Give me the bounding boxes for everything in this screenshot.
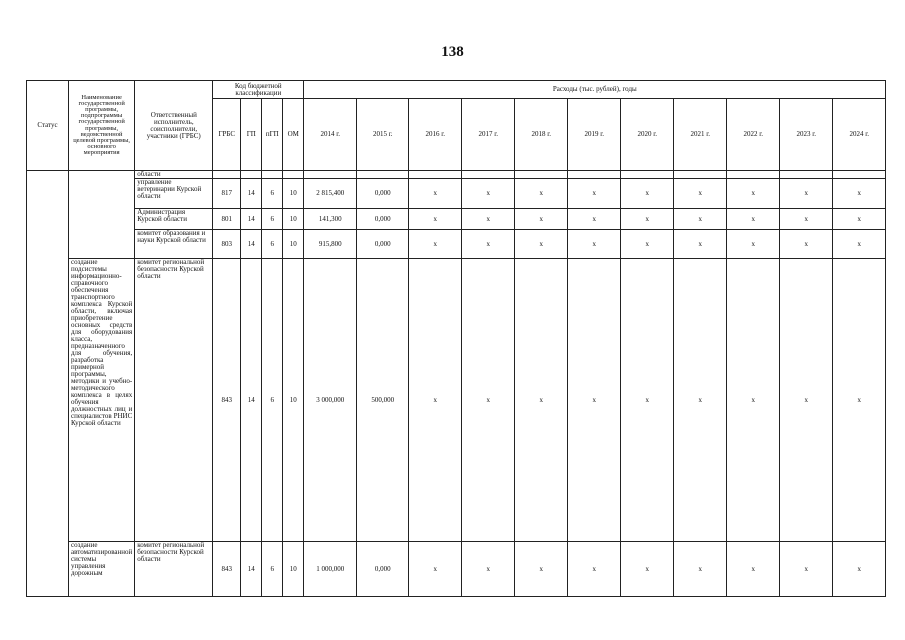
header-year-2021: 2021 г. bbox=[674, 99, 727, 171]
code-gp: 14 bbox=[241, 209, 262, 230]
value-2016: x bbox=[409, 209, 462, 230]
value-2014: 1 000,000 bbox=[304, 542, 357, 597]
value-2020: x bbox=[621, 230, 674, 259]
value-cell bbox=[357, 171, 409, 179]
value-cell bbox=[568, 171, 621, 179]
value-2017: x bbox=[462, 209, 515, 230]
value-2024: x bbox=[833, 209, 886, 230]
value-2024: x bbox=[833, 230, 886, 259]
value-2015: 0,000 bbox=[357, 179, 409, 209]
value-2021: x bbox=[674, 542, 727, 597]
value-2017: x bbox=[462, 259, 515, 542]
header-year-2017: 2017 г. bbox=[462, 99, 515, 171]
value-2023: x bbox=[780, 179, 833, 209]
code-gp: 14 bbox=[241, 259, 262, 542]
value-cell bbox=[674, 171, 727, 179]
value-cell bbox=[515, 171, 568, 179]
executor-cell: комитет региональной безопасности Курской области bbox=[135, 259, 213, 542]
value-2014: 915,800 bbox=[304, 230, 357, 259]
value-2019: x bbox=[568, 542, 621, 597]
code-pgp: 6 bbox=[262, 259, 283, 542]
value-2015: 0,000 bbox=[357, 230, 409, 259]
value-2015: 0,000 bbox=[357, 209, 409, 230]
code-pgp: 6 bbox=[262, 209, 283, 230]
value-2019: x bbox=[568, 179, 621, 209]
value-2018: x bbox=[515, 179, 568, 209]
value-2016: x bbox=[409, 542, 462, 597]
code-grbs: 801 bbox=[213, 209, 241, 230]
value-2014: 2 815,400 bbox=[304, 179, 357, 209]
value-2016: x bbox=[409, 259, 462, 542]
code-om: 10 bbox=[283, 179, 304, 209]
budget-table bbox=[26, 80, 886, 597]
value-2021: x bbox=[674, 209, 727, 230]
value-2016: x bbox=[409, 179, 462, 209]
code-pgp: 6 bbox=[262, 230, 283, 259]
program-name-cell bbox=[69, 171, 135, 259]
value-2018: x bbox=[515, 230, 568, 259]
value-2023: x bbox=[780, 209, 833, 230]
code-gp: 14 bbox=[241, 179, 262, 209]
value-cell bbox=[727, 171, 780, 179]
value-2022: x bbox=[727, 542, 780, 597]
header-year-2024: 2024 г. bbox=[833, 99, 886, 171]
value-2020: x bbox=[621, 542, 674, 597]
value-2021: x bbox=[674, 179, 727, 209]
value-2019: x bbox=[568, 230, 621, 259]
header-year-2020: 2020 г. bbox=[621, 99, 674, 171]
value-cell bbox=[304, 171, 357, 179]
value-2021: x bbox=[674, 230, 727, 259]
code-om: 10 bbox=[283, 209, 304, 230]
value-2020: x bbox=[621, 209, 674, 230]
table-row bbox=[27, 179, 886, 209]
measure-name-cell: создание автоматизированной системы управления дорожным bbox=[69, 542, 135, 597]
value-cell bbox=[462, 171, 515, 179]
value-2020: x bbox=[621, 259, 674, 542]
code-om: 10 bbox=[283, 259, 304, 542]
code-cell bbox=[283, 171, 304, 179]
table-row bbox=[27, 230, 886, 259]
table-row bbox=[27, 209, 886, 230]
value-2024: x bbox=[833, 542, 886, 597]
value-2017: x bbox=[462, 179, 515, 209]
header-year-2018: 2018 г. bbox=[515, 99, 568, 171]
executor-cell: комитет образования и науки Курской области bbox=[135, 230, 213, 259]
header-executor: Ответственный исполнитель, соисполнители, участники (ГРБС) bbox=[135, 81, 213, 171]
header-program-name: Наименование государственной программы, подпрограммы государственной программы, ведомственной целевой программы, основного мероприятия bbox=[69, 81, 135, 171]
executor-cell: комитет региональной безопасности Курской области bbox=[135, 542, 213, 597]
table-row bbox=[27, 542, 886, 597]
header-budget-code: Код бюджетной классификации bbox=[213, 81, 304, 99]
value-2014: 141,300 bbox=[304, 209, 357, 230]
header-code-pgp: пГП bbox=[262, 99, 283, 171]
header-expenses: Расходы (тыс. рублей), годы bbox=[304, 81, 886, 99]
code-grbs: 843 bbox=[213, 542, 241, 597]
code-grbs: 817 bbox=[213, 179, 241, 209]
table-row bbox=[27, 259, 886, 542]
code-cell bbox=[241, 171, 262, 179]
value-cell bbox=[409, 171, 462, 179]
value-2014: 3 000,000 bbox=[304, 259, 357, 542]
value-2024: x bbox=[833, 179, 886, 209]
code-pgp: 6 bbox=[262, 179, 283, 209]
header-year-2019: 2019 г. bbox=[568, 99, 621, 171]
value-2020: x bbox=[621, 179, 674, 209]
header-code-om: ОМ bbox=[283, 99, 304, 171]
header-year-2023: 2023 г. bbox=[780, 99, 833, 171]
value-2018: x bbox=[515, 209, 568, 230]
value-cell bbox=[833, 171, 886, 179]
value-2018: x bbox=[515, 542, 568, 597]
code-grbs: 843 bbox=[213, 259, 241, 542]
executor-cell: Администрация Курской области bbox=[135, 209, 213, 230]
value-2015: 500,000 bbox=[357, 259, 409, 542]
value-2022: x bbox=[727, 259, 780, 542]
value-2023: x bbox=[780, 230, 833, 259]
value-2022: x bbox=[727, 209, 780, 230]
value-2017: x bbox=[462, 542, 515, 597]
code-cell bbox=[213, 171, 241, 179]
header-code-grbs: ГРБС bbox=[213, 99, 241, 171]
code-grbs: 803 bbox=[213, 230, 241, 259]
table-row bbox=[27, 171, 886, 179]
header-code-gp: ГП bbox=[241, 99, 262, 171]
header-status: Статус bbox=[27, 81, 69, 171]
header-year-2016: 2016 г. bbox=[409, 99, 462, 171]
value-2019: x bbox=[568, 209, 621, 230]
code-gp: 14 bbox=[241, 230, 262, 259]
code-om: 10 bbox=[283, 542, 304, 597]
header-year-2014: 2014 г. bbox=[304, 99, 357, 171]
value-2018: x bbox=[515, 259, 568, 542]
value-2024: x bbox=[833, 259, 886, 542]
value-cell bbox=[780, 171, 833, 179]
value-2022: x bbox=[727, 179, 780, 209]
code-cell bbox=[262, 171, 283, 179]
header-year-2015: 2015 г. bbox=[357, 99, 409, 171]
value-2015: 0,000 bbox=[357, 542, 409, 597]
value-2017: x bbox=[462, 230, 515, 259]
value-2023: x bbox=[780, 542, 833, 597]
value-2019: x bbox=[568, 259, 621, 542]
executor-cell: управление ветеринарии Курской области bbox=[135, 179, 213, 209]
page-number: 138 bbox=[441, 44, 464, 60]
header-year-2022: 2022 г. bbox=[727, 99, 780, 171]
value-2021: x bbox=[674, 259, 727, 542]
status-cell bbox=[27, 171, 69, 597]
executor-cell: области bbox=[135, 171, 213, 179]
code-gp: 14 bbox=[241, 542, 262, 597]
value-2023: x bbox=[780, 259, 833, 542]
value-2016: x bbox=[409, 230, 462, 259]
code-pgp: 6 bbox=[262, 542, 283, 597]
measure-name-cell: создание подсистемы информационно-справочного обеспечения транспортного комплекса Курской области, включая приобретение основных средств для оборудования класса, предназначенного для обучения, разработка примерной программы, методики и учебно-методического комплекса в целях обучения должностных лиц и специалистов РНИС Курской области bbox=[69, 259, 135, 542]
code-om: 10 bbox=[283, 230, 304, 259]
value-cell bbox=[621, 171, 674, 179]
value-2022: x bbox=[727, 230, 780, 259]
